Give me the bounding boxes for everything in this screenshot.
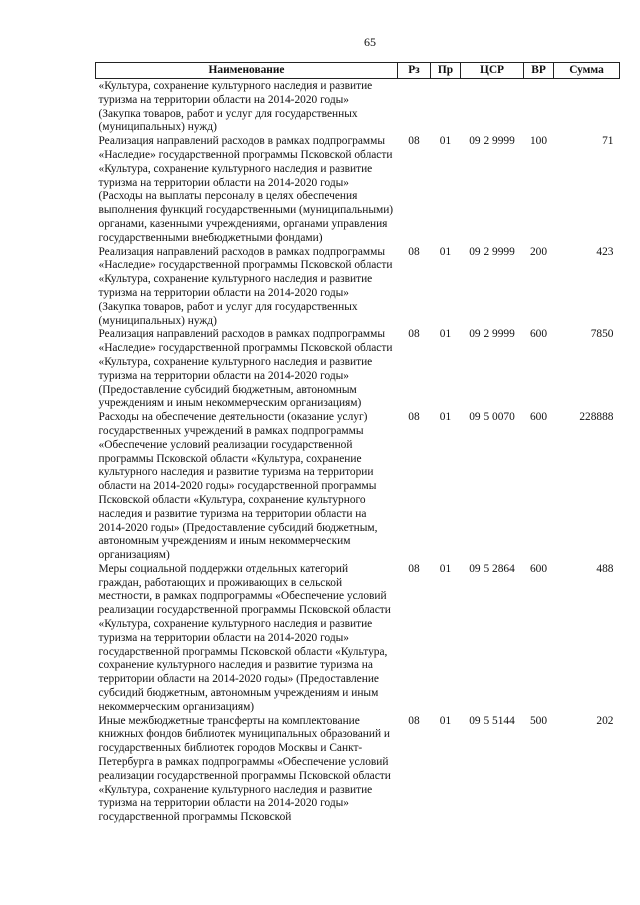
row-vr: 200	[529, 245, 548, 258]
row-rz: 08	[408, 245, 420, 258]
table-row	[96, 135, 620, 245]
row-name: Расходы на обеспечение деятельности (оказание услуг) государственных учреждений в рамках подпрограммы «Обеспечение условий реализации государственной программы Псковской области «Культура, сохранение культурного наследия и развитие туризма на территории области на 2014-2020 годы» государственной программы Псковской области «Культура, сохранение культурного наследия и развитие туризма на территории области на 2014-2020 годы» (Предоставление субсидий бюджетным, автономным учреждениям и иным некоммерческим организациям)	[98, 411, 378, 562]
row-pr: 01	[439, 135, 452, 148]
row-pr: 01	[439, 328, 452, 341]
row-csr: 09 2 9999	[469, 328, 515, 341]
row-rz	[398, 79, 431, 136]
row-pr: 01	[439, 714, 452, 727]
row-pr: 01	[439, 245, 452, 258]
row-name: Реализация направлений расходов в рамках подпрограммы «Наследие» государственной программы Псковской области «Культура, сохранение культурного наследия и развитие туризма на территории области на 2014-2020 годы» (Предоставление субсидий бюджетным, автономным учреждениям и иным некоммерческим организациям)	[98, 328, 393, 410]
header-vr: ВР	[524, 63, 554, 79]
row-rz: 08	[408, 562, 420, 575]
row-name: Реализация направлений расходов в рамках подпрограммы «Наследие» государственной программы Псковской области «Культура, сохранение культурного наследия и развитие туризма на территории области на 2014-2020 годы» (Расходы на выплаты персоналу в целях обеспечения выполнения функций государственными (муниципальными) органами, казенными учреждениями, органами управления государственными внебюджетными фондами)	[98, 135, 394, 244]
header-pr: Пр	[431, 63, 461, 79]
header-rz: Рз	[398, 63, 431, 79]
row-csr: 09 2 9999	[469, 245, 515, 258]
table-row	[96, 563, 620, 715]
table-row	[96, 715, 620, 825]
header-csr: ЦСР	[461, 63, 524, 79]
row-sum: 488	[596, 562, 614, 575]
row-sum: 423	[596, 245, 614, 258]
row-pr: 01	[439, 562, 452, 575]
row-csr: 09 5 5144	[469, 714, 515, 727]
table-header-row	[96, 63, 620, 79]
row-vr: 600	[529, 328, 548, 341]
row-sum: 71	[602, 135, 614, 148]
row-vr	[524, 79, 554, 136]
row-csr: 09 5 2864	[469, 562, 515, 575]
row-sum: 7850	[590, 328, 614, 341]
row-sum: 202	[596, 714, 614, 727]
header-name: Наименование	[96, 63, 398, 79]
row-rz: 08	[408, 328, 420, 341]
table-row	[96, 411, 620, 563]
row-rz: 08	[408, 135, 420, 148]
row-sum	[554, 79, 620, 136]
row-rz: 08	[408, 714, 420, 727]
row-name: Реализация направлений расходов в рамках подпрограммы «Наследие» государственной программы Псковской области «Культура, сохранение культурного наследия и развитие туризма на территории области на 2014-2020 годы» (Закупка товаров, работ и услуг для государственных (муниципальных) нужд)	[98, 245, 393, 327]
row-vr: 600	[529, 411, 548, 424]
row-vr: 600	[529, 562, 548, 575]
row-pr: 01	[439, 411, 452, 424]
row-rz: 08	[408, 411, 420, 424]
header-sum: Сумма	[554, 63, 620, 79]
row-csr: 09 5 0070	[469, 411, 515, 424]
table-row	[96, 246, 620, 329]
row-csr	[461, 79, 524, 136]
row-sum: 228888	[579, 411, 614, 424]
row-name: «Культура, сохранение культурного наследия и развитие туризма на территории области на 2014-2020 годы» (Закупка товаров, работ и услуг для государственных (муниципальных) нужд)	[98, 80, 373, 134]
page-number: 65	[364, 35, 376, 49]
row-vr: 100	[529, 135, 548, 148]
row-name: Меры социальной поддержки отдельных категорий граждан, работающих и проживающих в сельской местности, в рамках подпрограммы «Обеспечение условий реализации государственной программы Псковской области «Культура, сохранение культурного наследия и развитие туризма на территории области на 2014-2020 годы» государственной программы Псковской области «Культура, сохранение культурного наследия и развитие туризма на территории области на 2014-2020 годы» (Предоставление субсидий бюджетным, автономным учреждениям и иным некоммерческим организациям)	[98, 562, 391, 713]
table-row	[96, 79, 620, 136]
table-row	[96, 328, 620, 411]
row-name: Иные межбюджетные трансферты на комплектование книжных фондов библиотек муниципальных образований и государственных библиотек городов Москвы и Санкт-Петербурга в рамках подпрограммы «Обеспечение условий реализации государственной программы Псковской области «Культура, сохранение культурного наследия и развитие туризма на территории области на 2014-2020 годы» государственной программы Псковской	[98, 714, 391, 824]
row-csr: 09 2 9999	[469, 135, 515, 148]
row-pr	[431, 79, 461, 136]
row-vr: 500	[529, 714, 548, 727]
budget-table	[95, 62, 620, 825]
